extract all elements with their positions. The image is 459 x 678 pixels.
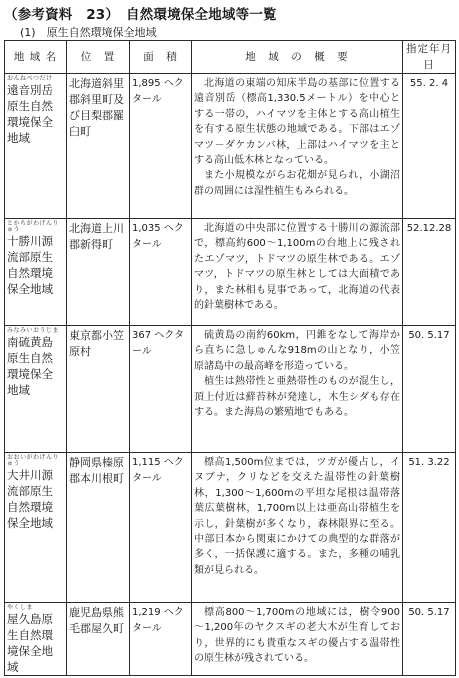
area-size-cell: 1,219 ヘクタール — [130, 603, 192, 676]
name-furigana: おんねべつだけ — [7, 75, 53, 82]
area-name-cell — [5, 219, 67, 326]
name-furigana: おおいがわげんりゅう — [7, 454, 60, 467]
overview-cell — [192, 326, 403, 453]
area-size-cell: 1,035 ヘクタール — [130, 219, 192, 326]
designation-date-cell: 55. 2. 4 — [403, 74, 456, 219]
area-name: 遠音別岳原生自然環境保全地域 — [7, 83, 53, 145]
designation-date-cell: 50. 5.17 — [403, 603, 456, 676]
name-furigana: みなみいおうじま — [7, 327, 60, 334]
table-row — [5, 219, 456, 326]
header-designation-date: 指定年月日 — [403, 41, 456, 74]
overview-cell — [192, 453, 403, 603]
table-row — [5, 326, 456, 453]
location-cell: 鹿児島県熊毛郡屋久町 — [67, 603, 130, 676]
designation-date-cell: 51. 3.22 — [403, 453, 456, 603]
area-size-cell: 367 ヘクタール — [130, 326, 192, 453]
overview-paragraph: 標高800～1,700mの地域には，樹令900～1,200年のヤクスギの老大木が生育しており，世界的にも貴重なスギの優占する温帯性の原生林が残されている。 — [194, 607, 400, 665]
area-name-cell — [5, 603, 67, 676]
area-name-cell — [5, 453, 67, 603]
document-title: （参考資料 23） 自然環境保全地域等一覧 — [4, 7, 277, 23]
area-size-cell: 1,115 ヘクタール — [130, 453, 192, 603]
name-furigana: やくしま — [7, 604, 34, 611]
area-name: 大井川源流部原生自然環境保全地域 — [7, 468, 53, 530]
table-row — [5, 453, 456, 603]
overview-paragraph: 硫黄島の南約60km，円錐をなして海岸から直ちに急しゅんな918mの山となり，小笠原諸島中の最高峰を形造っている。 — [194, 330, 400, 372]
overview-paragraph: 植生は熱帯性と亜熱帯性のものが混生し，頂上付近は蘚苔林が発達し，木生シダも存在する。また海鳥の繁殖地でもある。 — [194, 376, 400, 419]
table-header-row — [5, 41, 456, 74]
area-name-cell — [5, 74, 67, 219]
overview-cell — [192, 74, 403, 219]
header-overview: 地 域 の 概 要 — [192, 41, 403, 74]
area-name: 南硫黄島原生自然環境保全地域 — [7, 335, 53, 397]
table-row — [5, 74, 456, 219]
overview-paragraph: 北海道の東端の知床半島の基部に位置する遠音別岳（標高1,330.5メートル）を中心とする一帯の，ハイマツを主体とする高山植生を有する原生状態の地域である。下部はエゾマツ－ダケカンバ林，上部はハイマツを主とする高山低木林となっている。 — [194, 78, 400, 167]
name-furigana: とかちがわげんりゅう — [7, 220, 60, 233]
overview-cell — [192, 603, 403, 676]
header-area-name: 地 域 名 — [5, 41, 67, 74]
location-cell: 東京都小笠原村 — [67, 326, 130, 453]
table-row — [5, 603, 456, 676]
overview-cell — [192, 219, 403, 326]
area-name: 屋久島原生自然環境保全地域 — [7, 612, 53, 674]
area-name-cell — [5, 326, 67, 453]
location-cell: 静岡県榛原郡本川根町 — [67, 453, 130, 603]
conservation-areas-table — [4, 40, 456, 676]
header-location: 位 置 — [67, 41, 130, 74]
overview-paragraph: 標高1,500m位までは，ツガが優占し，イヌブナ，クリなどを交えた温帯性の針葉樹林，1,300～1,600mの平坦な尾根は温帯落葉広葉樹林，1,700m以上は亜高山帯植生を示し，針葉樹が多くなり，森林限界に至る。中部日本から関東にかけての典型的な群落が多く，一括保護に適する。また，多種の哺乳類が見られる。 — [194, 457, 400, 576]
location-cell: 北海道上川郡新得町 — [67, 219, 130, 326]
area-name: 十勝川源流部原生自然環境保全地域 — [7, 234, 53, 296]
location-cell: 北海道斜里郡斜里町及び目梨郡羅臼町 — [67, 74, 130, 219]
header-area-size: 面 積 — [130, 41, 192, 74]
area-size-cell: 1,895 ヘクタール — [130, 74, 192, 219]
overview-paragraph: また小規模ながらお花畑が見られ，小湖沼群の周囲には湿性植生もみられる。 — [194, 170, 400, 197]
overview-paragraph: 北海道の中央部に位置する十勝川の源流部で，標高約600～1,100mの台地上に残されたエゾマツ，トドマツの原生林である。エゾマツ，トドマツの原生林としては大面積であり，また林相も見事であって，北海道の代表的針葉樹林である。 — [194, 223, 400, 312]
designation-date-cell: 50. 5.17 — [403, 326, 456, 453]
designation-date-cell: 52.12.28 — [403, 219, 456, 326]
section-subtitle: (1) 原生自然環境保全地域 — [20, 26, 157, 39]
